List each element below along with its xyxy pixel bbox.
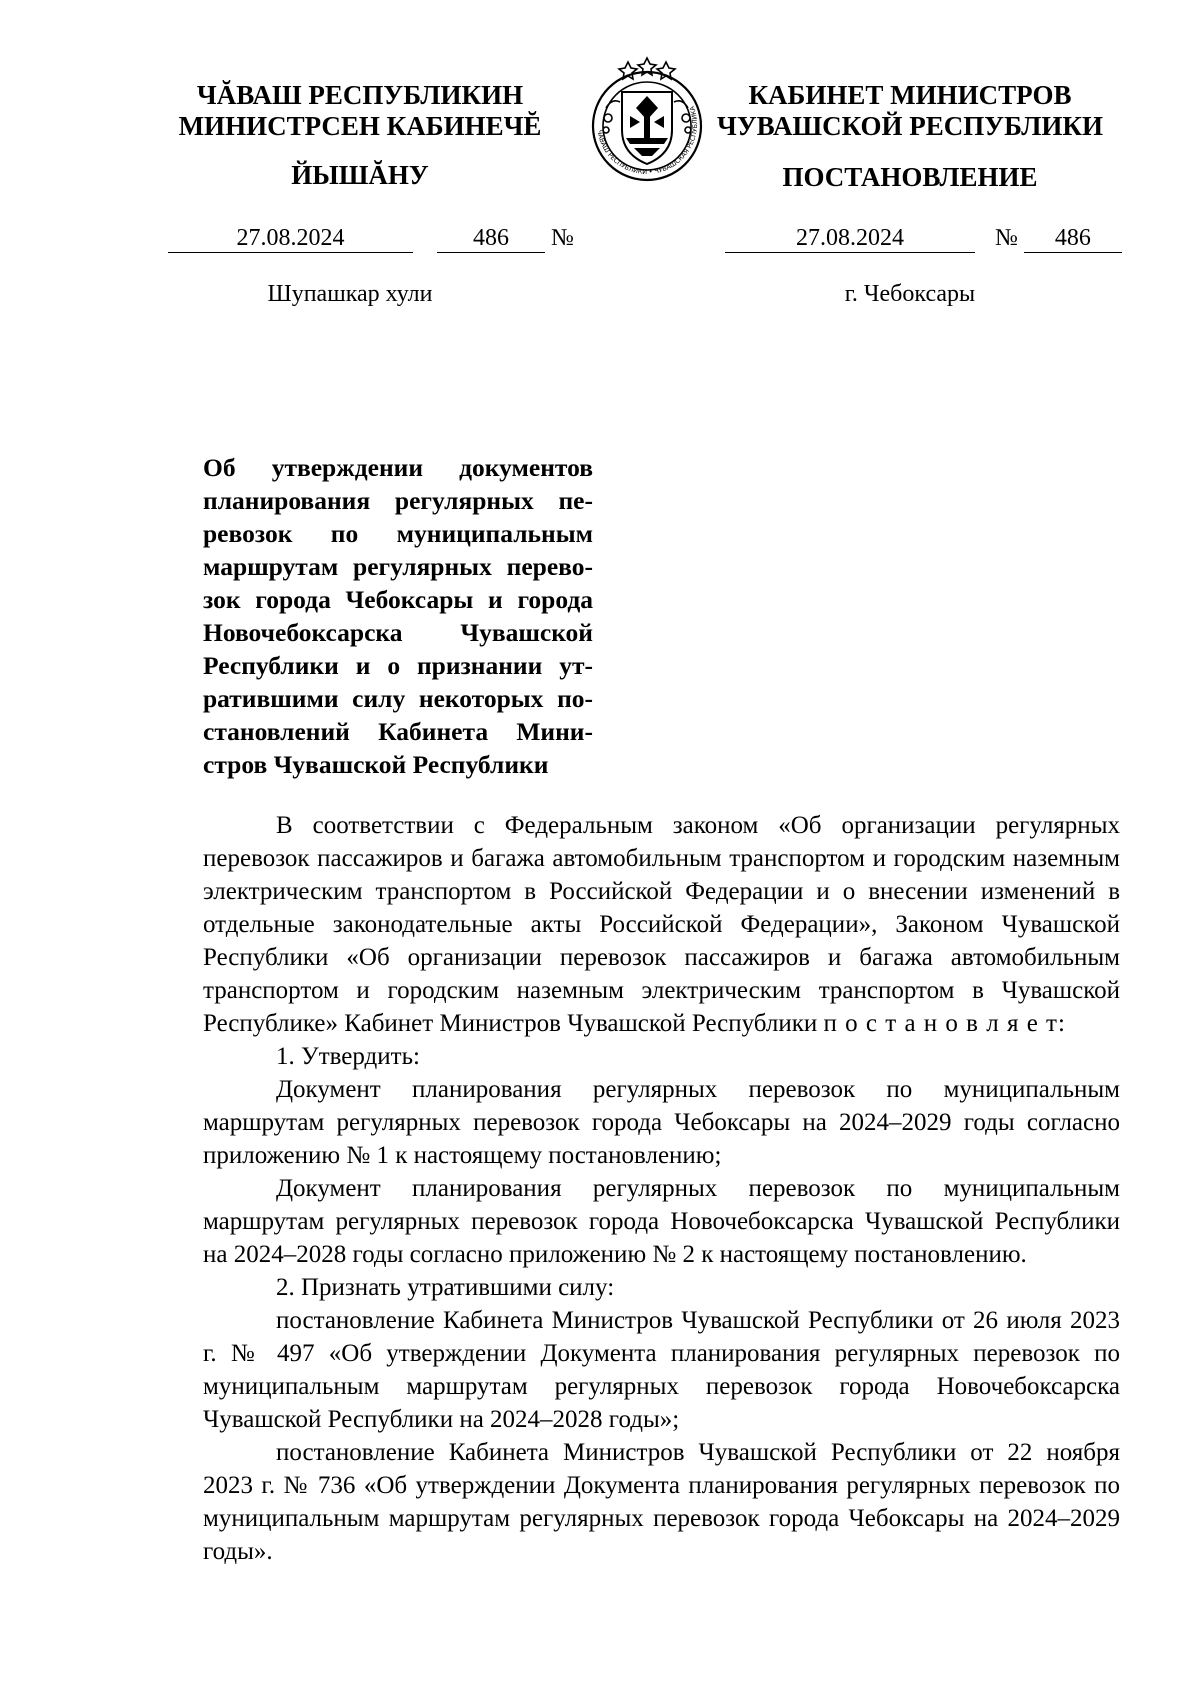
header-right (700, 80, 1120, 142)
number-right: 486 (1024, 224, 1122, 253)
preamble-paragraph (203, 809, 1120, 1040)
decree-word: п о с т а н о в л я е т: (823, 1010, 1066, 1037)
title-line: ревозок по муниципальным (203, 519, 593, 548)
doc-type-right: ПОСТАНОВЛЕНИЕ (782, 162, 1038, 192)
header-left (150, 80, 570, 142)
title-line: Республики и о признании ут- (203, 651, 593, 680)
emblem-ring-text: ЧĂВАШ РЕСПУБЛИКИ • ЧУВАШСКАЯ РЕСПУБЛИКА (595, 105, 700, 177)
title-line: Новочебоксарска Чувашской (203, 618, 593, 647)
title-line: становлений Кабинета Мини- (203, 717, 593, 746)
doc-type-left: ЙЫШĂНУ (291, 160, 429, 190)
title-line: Об утверждении документов (203, 453, 593, 482)
item-1-b: Документ планирования регулярных перевозок по муниципальным маршрутам регулярных перевозок города Новочебоксарска Чувашской Республики на 2024–2028 годы согласно приложению № 2 к настоящему постановлению. (203, 1175, 1120, 1268)
document-body (203, 809, 1120, 1568)
title-line: зок города Чебоксары и города (203, 585, 593, 614)
number-left: 486 (437, 224, 545, 253)
date-left: 27.08.2024 (168, 224, 413, 253)
item-2: 2. Признать утратившими силу: (276, 1274, 615, 1301)
item-2-b: постановление Кабинета Министров Чувашской Республики от 22 ноября 2023 г. № 736 «Об утверждении Документа планирования регулярных перевозок по муниципальным маршрутам регулярных перевозок города Чебоксары на 2024–2029 годы». (203, 1439, 1120, 1565)
dateline-right (725, 224, 1122, 253)
title-line: маршрутам регулярных перево- (203, 552, 593, 581)
number-sign-right: № (995, 225, 1018, 251)
city-left: Шупашкар хули (267, 281, 433, 307)
header-right-line2: ЧУВАШСКОЙ РЕСПУБЛИКИ (717, 111, 1103, 141)
date-right: 27.08.2024 (725, 224, 975, 253)
item-1-a: Документ планирования регулярных перевозок по муниципальным маршрутам регулярных перевозок города Чебоксары на 2024–2029 годы согласно приложению № 1 к настоящему постановлению; (203, 1076, 1120, 1169)
document-title (203, 451, 593, 781)
number-sign-left: № (551, 225, 574, 251)
item-1: 1. Утвердить: (276, 1043, 420, 1070)
header-left-line2: МИНИСТРСЕН КАБИНЕЧĔ (178, 111, 542, 141)
header-left-line1: ЧĂВАШ РЕСПУБЛИКИН (196, 80, 524, 110)
item-2-a: постановление Кабинета Министров Чувашской Республики от 26 июля 2023 г. № 497 «Об утверждении Документа планирования регулярных перевозок по муниципальным маршрутам регулярных перевозок города Новочебоксарска Чувашской Республики на 2024–2028 годы»; (203, 1307, 1120, 1433)
title-line: планирования регулярных пе- (203, 486, 593, 515)
title-line: ратившими силу некоторых по- (203, 684, 593, 713)
header-right-line1: КАБИНЕТ МИНИСТРОВ (748, 80, 1072, 110)
preamble-text: В соответствии с Федеральным законом «Об организации регулярных перевозок пассажиров и багажа автомобильным транспортом и городским наземным электрическим транспортом в Российской Федерации и о внесении изменений в отдельные законодательные акты Российской Федерации», Законом Чувашской Республики «Об организации перевозок пассажиров и багажа автомобильным транспортом и городским наземным электрическим транспортом в Чувашской Республике» Кабинет Министров Чувашской Республики (203, 812, 1120, 1037)
title-line: стров Чувашской Республики (203, 750, 549, 779)
coat-of-arms-emblem (578, 56, 716, 184)
city-right: г. Чебоксары (844, 281, 976, 307)
dateline-left (168, 224, 574, 253)
